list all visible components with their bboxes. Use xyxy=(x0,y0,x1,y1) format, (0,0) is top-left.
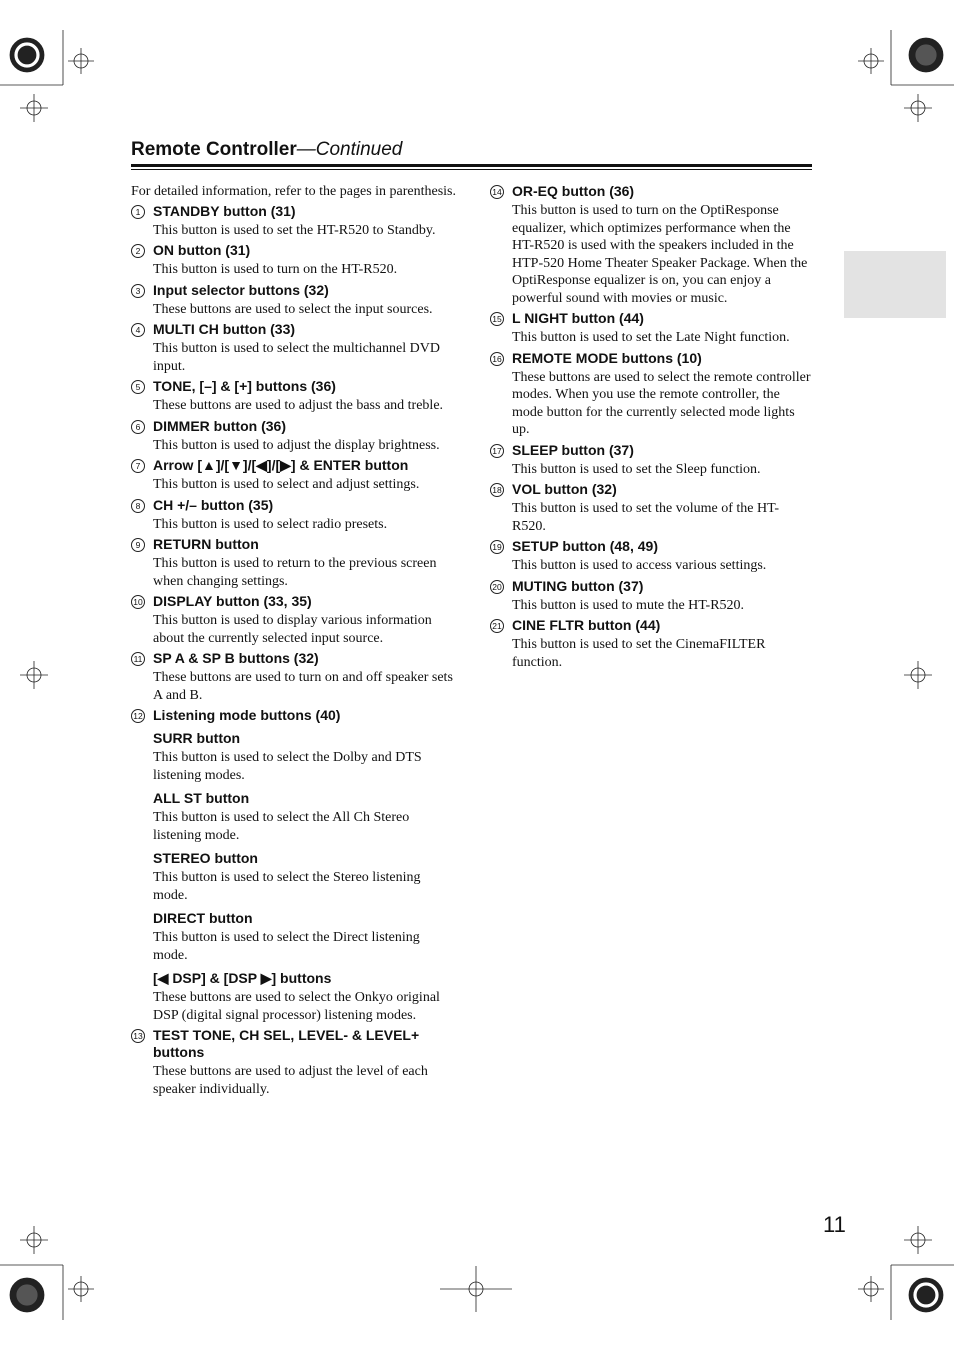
list-item xyxy=(490,538,812,575)
list-item xyxy=(131,970,457,1024)
item-description: This button is used to adjust the display brightness. xyxy=(153,437,440,453)
item-title: RETURN button xyxy=(153,536,259,552)
item-description: This button is used to select the Dolby and DTS listening modes. xyxy=(153,750,422,783)
list-item xyxy=(131,1027,457,1098)
item-number-badge: 1 xyxy=(131,205,145,219)
item-description: This button is used to select the Stereo listening mode. xyxy=(153,870,421,903)
item-description: These buttons are used to adjust the bass and treble. xyxy=(153,398,444,413)
list-item xyxy=(131,321,457,375)
header-rule-thin xyxy=(131,169,812,170)
item-title: Input selector buttons (32) xyxy=(153,281,329,298)
item-description: These buttons are used to adjust the level of each speaker individually. xyxy=(153,1064,428,1097)
item-number-badge: 12 xyxy=(131,709,145,723)
list-item xyxy=(490,183,812,307)
item-description: These buttons are used to select the Onkyo original DSP (digital signal processor) listening modes. xyxy=(153,990,440,1023)
item-title: SETUP button (48, 49) xyxy=(512,538,658,554)
list-item xyxy=(490,481,812,535)
item-description: This button is used to return to the previous screen when changing settings. xyxy=(153,556,437,589)
item-number-badge: 4 xyxy=(131,323,145,337)
right-item-list xyxy=(490,183,812,671)
title-text: Remote Controller xyxy=(131,139,297,160)
item-description: This button is used to select and adjust settings. xyxy=(153,477,420,492)
item-number-badge: 8 xyxy=(131,499,145,513)
list-item xyxy=(490,310,812,347)
list-item xyxy=(131,282,457,319)
list-item xyxy=(490,617,812,671)
item-number-badge: 2 xyxy=(131,244,145,258)
title-continued: —Continued xyxy=(296,139,403,160)
item-number-badge: 19 xyxy=(490,540,504,554)
list-item xyxy=(490,442,812,479)
item-title: CINE FLTR button (44) xyxy=(512,617,661,633)
item-title: TONE, [–] & [+] buttons (36) xyxy=(153,378,336,394)
list-item xyxy=(131,378,457,415)
item-title: STEREO button xyxy=(153,850,258,866)
item-title: MUTING button (37) xyxy=(512,577,644,594)
item-description: These buttons are used to turn on and off speaker sets A and B. xyxy=(153,670,453,703)
item-title: MULTI CH button (33) xyxy=(153,321,296,337)
right-column xyxy=(490,183,812,674)
item-title: Arrow [▲]/[▼]/[◀]/[▶] & ENTER button xyxy=(153,457,409,473)
item-title: DIRECT button xyxy=(153,910,253,926)
item-title: DISPLAY button (33, 35) xyxy=(153,593,312,609)
left-column xyxy=(131,183,457,1101)
item-number-badge: 6 xyxy=(131,420,145,434)
list-item xyxy=(131,242,457,279)
item-title: TEST TONE, CH SEL, LEVEL- & LEVEL+ buttons xyxy=(153,1027,420,1060)
item-description: These buttons are used to select the remote controller modes. When you use the remote controller, the mode button for the currently selected mode lights up. xyxy=(512,369,811,437)
item-title: SLEEP button (37) xyxy=(512,441,634,458)
item-number-badge: 7 xyxy=(131,459,145,473)
list-item xyxy=(131,707,457,724)
item-title: ON button (31) xyxy=(153,242,251,258)
list-item xyxy=(131,418,457,455)
item-number-badge: 16 xyxy=(490,352,504,366)
page-title xyxy=(131,139,812,161)
item-number-badge: 15 xyxy=(490,312,504,326)
item-title: OR-EQ button (36) xyxy=(512,183,635,199)
page-number: 11 xyxy=(823,1212,846,1237)
list-item xyxy=(490,578,812,615)
item-description: These buttons are used to select the input sources. xyxy=(153,301,433,317)
item-title: SP A & SP B buttons (32) xyxy=(153,650,319,666)
item-number-badge: 20 xyxy=(490,580,504,594)
item-description: This button is used to select the multichannel DVD input. xyxy=(153,341,440,374)
item-description: This button is used to set the volume of the HT-R520. xyxy=(512,501,780,534)
intro-text: For detailed information, refer to the pages in parenthesis. xyxy=(131,184,457,199)
item-number-badge: 18 xyxy=(490,483,504,497)
list-item xyxy=(131,730,457,784)
list-item xyxy=(131,850,457,904)
item-description: This button is used to select the All Ch Stereo listening mode. xyxy=(153,810,410,843)
header-rule-thick xyxy=(131,164,812,167)
item-title: SURR button xyxy=(153,730,241,746)
item-title: L NIGHT button (44) xyxy=(512,310,644,326)
item-title: DIMMER button (36) xyxy=(153,417,286,434)
item-description: This button is used to set the Sleep function. xyxy=(512,461,761,477)
item-title: STANDBY button (31) xyxy=(153,202,296,219)
item-number-badge: 3 xyxy=(131,284,145,298)
list-item xyxy=(131,536,457,590)
item-description: This button is used to mute the HT-R520. xyxy=(512,597,745,613)
item-description: This button is used to turn on the OptiResponse equalizer, which optimizes performance when the HT-R520 is used with the speakers included in the HTP-520 Home Theater Speaker Package. When the OptiResponse equalizer is on, you can enjoy a powerful sound with movies or music. xyxy=(512,203,808,306)
item-description: This button is used to set the Late Night function. xyxy=(512,330,790,345)
item-description: This button is used to select the Direct listening mode. xyxy=(153,930,420,963)
item-number-badge: 13 xyxy=(131,1029,145,1043)
item-description: This button is used to access various settings. xyxy=(512,558,767,573)
list-item xyxy=(490,350,812,439)
list-item xyxy=(131,593,457,647)
item-title: CH +/– button (35) xyxy=(153,496,274,513)
item-number-badge: 10 xyxy=(131,595,145,609)
item-number-badge: 11 xyxy=(131,652,145,666)
item-number-badge: 9 xyxy=(131,538,145,552)
list-item xyxy=(131,497,457,534)
list-item xyxy=(131,650,457,704)
item-number-badge: 21 xyxy=(490,619,504,633)
item-number-badge: 17 xyxy=(490,444,504,458)
item-description: This button is used to set the HT-R520 to Standby. xyxy=(153,222,436,238)
item-description: This button is used to turn on the HT-R520. xyxy=(153,262,398,277)
left-item-list xyxy=(131,203,457,1099)
list-item xyxy=(131,910,457,964)
list-item xyxy=(131,203,457,240)
list-item xyxy=(131,790,457,844)
list-item xyxy=(131,457,457,494)
side-tab xyxy=(844,251,946,318)
item-description: This button is used to select radio presets. xyxy=(153,516,388,532)
item-title: VOL button (32) xyxy=(512,481,617,497)
item-title: REMOTE MODE buttons (10) xyxy=(512,349,702,366)
item-title: ALL ST button xyxy=(153,790,250,806)
item-description: This button is used to set the CinemaFILTER function. xyxy=(512,637,766,670)
item-description: This button is used to display various information about the currently selected input source. xyxy=(153,613,432,646)
item-title: [◀ DSP] & [DSP ▶] buttons xyxy=(153,970,332,986)
item-number-badge: 5 xyxy=(131,380,145,394)
item-title: Listening mode buttons (40) xyxy=(153,707,341,723)
item-number-badge: 14 xyxy=(490,185,504,199)
